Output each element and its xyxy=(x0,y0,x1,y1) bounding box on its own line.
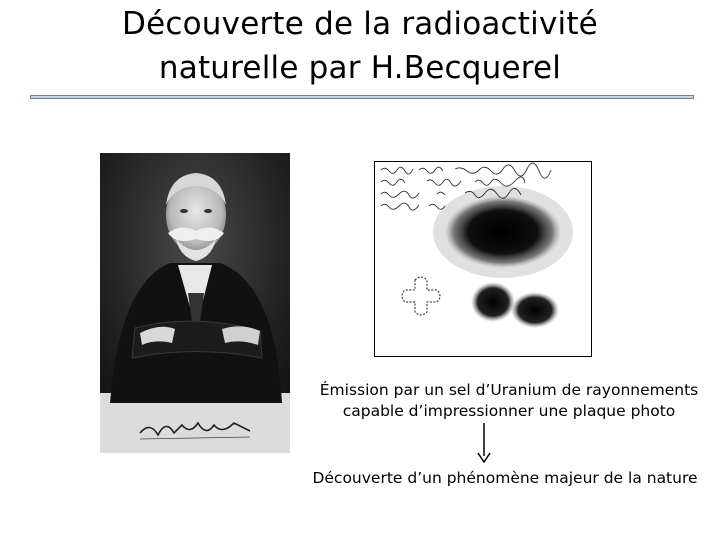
caption-line-1: Émission par un sel d’Uranium de rayonnements xyxy=(319,381,699,399)
arrow-down-icon xyxy=(474,423,494,463)
conclusion-text: Découverte d’un phénomène majeur de la nature xyxy=(312,469,698,487)
title-divider xyxy=(30,95,694,99)
plate-illustration xyxy=(375,162,592,357)
becquerel-portrait xyxy=(100,153,290,453)
caption xyxy=(300,380,718,422)
photographic-plate xyxy=(374,161,592,357)
caption-line-2: capable d’impressionner une plaque photo xyxy=(342,402,676,420)
slide-title-line-2: naturelle par H.Becquerel xyxy=(158,50,562,86)
portrait-illustration xyxy=(100,153,290,453)
slide-title-line-1: Découverte de la radioactivité xyxy=(122,6,598,42)
slide-title xyxy=(0,2,720,90)
